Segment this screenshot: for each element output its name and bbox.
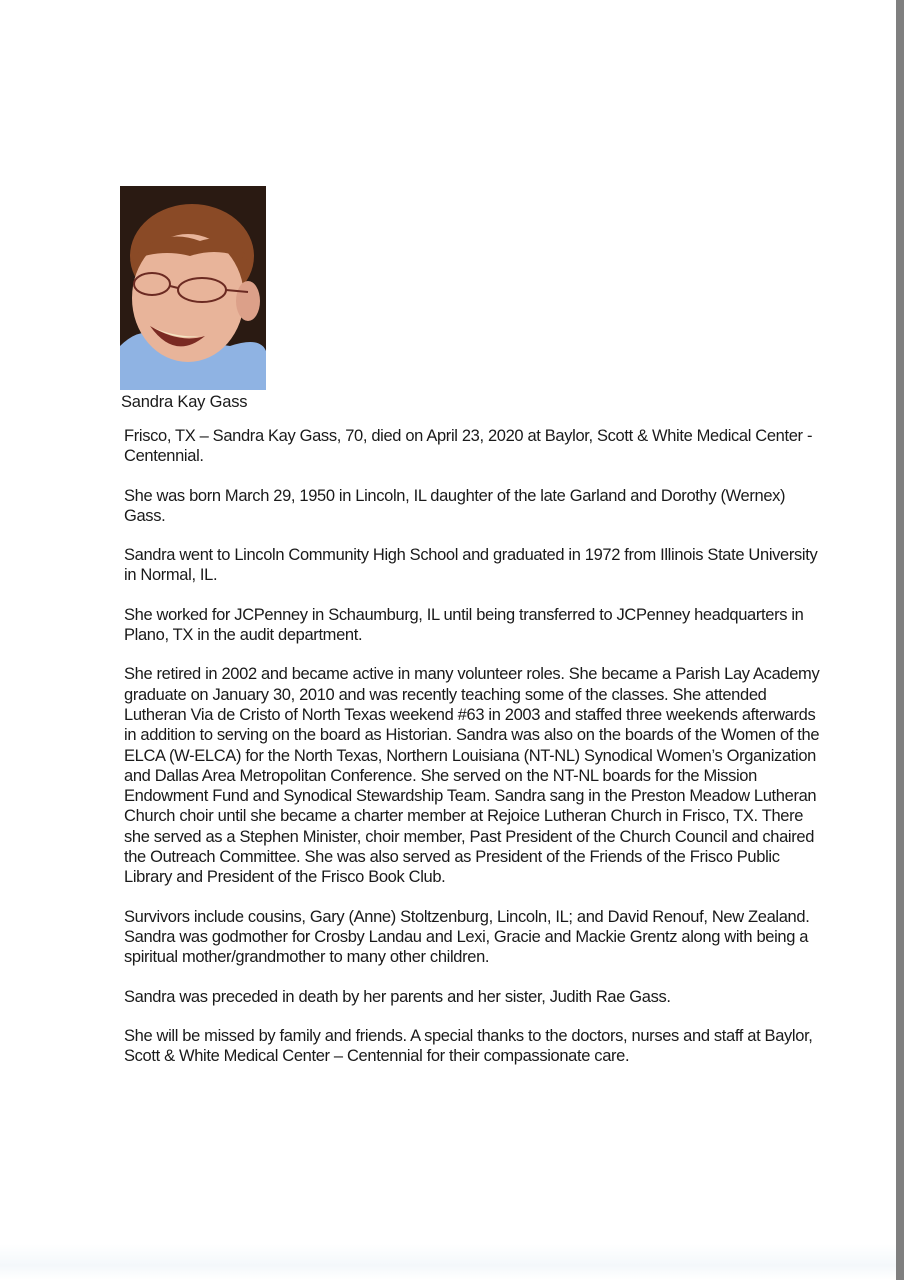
paragraph-death-notice: Frisco, TX – Sandra Kay Gass, 70, died on April 23, 2020 at Baylor, Scott & White Medical Center - Centennial. — [124, 427, 813, 466]
paragraph-birth: She was born March 29, 1950 in Lincoln, IL daughter of the late Garland and Dorothy (Wernex) Gass. — [124, 486, 786, 525]
scan-bottom-edge — [0, 1244, 896, 1280]
paragraph-preceded: Sandra was preceded in death by her parents and her sister, Judith Rae Gass. — [124, 987, 671, 1006]
portrait-illustration — [120, 186, 266, 390]
ear — [236, 281, 260, 321]
photo-caption: Sandra Kay Gass — [121, 393, 248, 411]
paragraph-survivors: Survivors include cousins, Gary (Anne) Stoltzenburg, Lincoln, IL; and David Renouf, New Zealand. Sandra was godmother for Crosby Landau and Lexi, Gracie and Mackie Grentz along with being a spiritual mother/grandmother to many other children. — [124, 907, 810, 967]
portrait-photo — [120, 186, 266, 390]
paragraph-volunteer: She retired in 2002 and became active in many volunteer roles. She became a Parish Lay Academy graduate on January 30, 2010 and was recently teaching some of the classes. She attended Lutheran Via de Cristo of North Texas weekend #63 in 2003 and staffed three weekends afterwards in addition to serving on the board as Historian. Sandra was also on the boards of the Women of the ELCA (W-ELCA) for the North Texas, Northern Louisiana (NT-NL) Synodical Women’s Organization and Dallas Area Metropolitan Conference. She served on the NT-NL boards for the Mission Endowment Fund and Synodical Stewardship Team. Sandra sang in the Preston Meadow Lutheran Church choir until she became a charter member at Rejoice Lutheran Church in Frisco, TX. There she served as a Stephen Minister, choir member, Past President of the Church Council and chaired the Outreach Committee. She was also served as President of the Friends of the Frisco Public Library and President of the Frisco Book Club. — [124, 665, 820, 887]
obituary-text — [124, 426, 824, 1085]
scan-right-edge — [896, 0, 904, 1280]
paragraph-education: Sandra went to Lincoln Community High School and graduated in 1972 from Illinois State University in Normal, IL. — [124, 546, 818, 585]
paragraph-career: She worked for JCPenney in Schaumburg, IL until being transferred to JCPenney headquarters in Plano, TX in the audit department. — [124, 605, 804, 645]
paragraph-thanks: She will be missed by family and friends. A special thanks to the doctors, nurses and staff at Baylor, Scott & White Medical Center – Centennial for their compassionate care. — [124, 1026, 813, 1066]
